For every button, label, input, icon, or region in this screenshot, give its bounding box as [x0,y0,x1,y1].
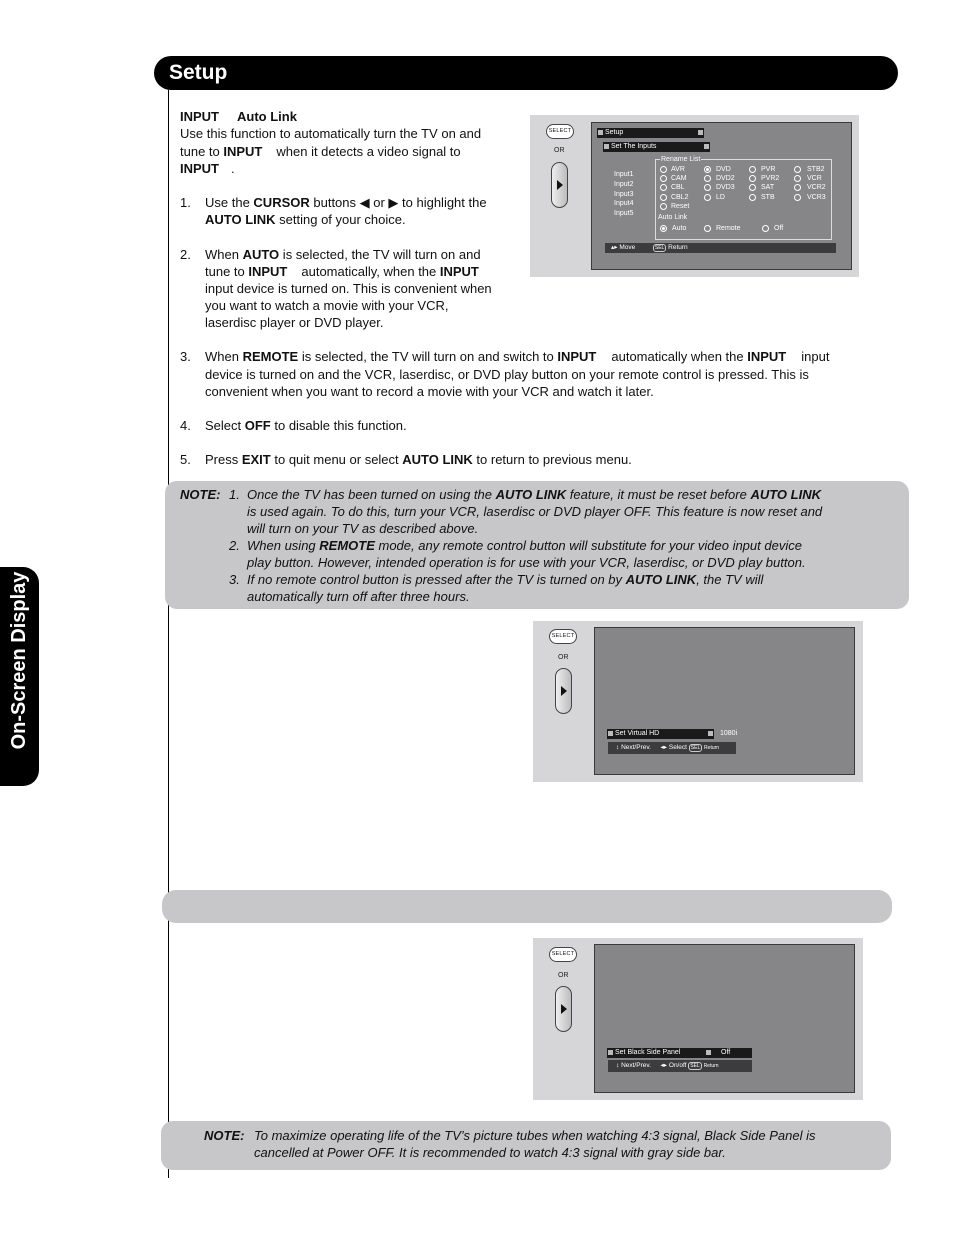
note1-line-7: automatically turn off after three hours. [247,589,470,604]
auto-link-option[interactable] [704,225,711,232]
option-label: VCR3 [807,194,826,201]
or-label: OR [554,147,565,154]
step1-line-1: Use the CURSOR buttons ◀ or ▶ to highlight the [205,195,487,210]
input-label: Input5 [614,210,634,217]
option-label: DVD3 [716,184,735,191]
right-arrow-icon [561,1004,567,1014]
section-header-bar [154,56,898,90]
black-side-panel-menu-bar[interactable] [607,1048,752,1058]
option-label: VCR2 [807,184,826,191]
hint-next-prev: Next/Prev. [621,1062,651,1069]
auto-link-label: Auto Link [658,214,688,221]
sel-key-icon: SEL [654,245,665,251]
option-label: STB [761,194,775,201]
virtual-hd-label: Set Virtual HD [615,730,660,737]
or-label: OR [558,972,569,979]
radio-option[interactable] [660,203,667,210]
input-label: Input3 [614,191,634,198]
hint-bar [608,742,736,754]
submenu-title-bar[interactable] [603,142,710,152]
left-right-icon: ◂▸ [660,744,668,751]
auto-link-heading: INPUT Auto Link [180,109,297,124]
auto-link-option-label: Off [774,225,784,232]
step2-line-4: you want to watch a movie with your VCR, [205,298,449,313]
auto-link-option-label: Auto [672,225,687,232]
radio-option[interactable] [660,166,667,173]
radio-option[interactable] [749,184,756,191]
hint-on-off: On/off [668,1062,687,1069]
step4-line: Select OFF to disable this function. [205,418,407,433]
section-bar [162,890,892,923]
option-label: SAT [761,184,775,191]
cursor-right-button[interactable] [551,162,568,208]
hint-return: Return [668,244,688,251]
side-tab-label: On-Screen Display [8,571,30,750]
right-arrow-icon [557,180,563,190]
menu-bullet-icon [604,144,609,149]
radio-option[interactable] [704,184,711,191]
radio-option[interactable] [660,175,667,182]
input-label: Input2 [614,181,634,188]
select-button[interactable]: SELECT [549,947,577,962]
step-number: 3. [180,349,191,364]
option-label: Reset [671,203,690,210]
note1-line-4: When using REMOTE mode, any remote control button will substitute for your video input device [247,538,802,553]
option-label: CBL [671,184,685,191]
margin-rule [168,90,169,1178]
option-label: PVR [761,166,776,173]
option-label: AVR [671,166,685,173]
hint-return: Return [703,1063,719,1069]
left-right-icon: ◂▸ [660,1062,668,1069]
step1-line-2: AUTO LINK setting of your choice. [205,212,406,227]
radio-option[interactable] [794,175,801,182]
input-label: Input1 [614,171,634,178]
option-label: CBL2 [671,194,689,201]
intro-line-1: Use this function to automatically turn the TV on and [180,126,482,141]
menu-end-icon [706,1050,711,1055]
note2-line-1: To maximize operating life of the TV’s picture tubes when watching 4:3 signal, Black Side Panel is [254,1128,816,1143]
radio-option[interactable] [704,175,711,182]
option-label: PVR2 [761,175,780,182]
menu-bullet-icon [598,130,603,135]
intro-line-3: INPUT . [180,161,235,176]
radio-option[interactable] [794,194,801,201]
sel-key-icon: SEL [690,1063,700,1069]
option-label: DVD2 [716,175,735,182]
note1-line-5: play button. However, intended operation is for use with your VCR, laserdisc, or DVD play button. [247,555,806,570]
up-down-icon: ↕ [616,744,620,751]
black-side-panel-value: Off [721,1049,731,1056]
note-label: NOTE: [204,1128,245,1143]
step-number: 4. [180,418,191,433]
virtual-hd-value: 1080i [720,730,738,737]
hint-bar [608,1060,752,1072]
cursor-right-button[interactable] [555,668,572,714]
auto-link-option-selected[interactable] [660,225,667,232]
menu-end-icon [698,130,703,135]
radio-option[interactable] [749,194,756,201]
step-number: 2. [180,247,191,262]
auto-link-option[interactable] [762,225,769,232]
radio-option[interactable] [704,194,711,201]
radio-option[interactable] [749,166,756,173]
step5-line: Press EXIT to quit menu or select AUTO LINK to return to previous menu. [205,452,632,467]
radio-option[interactable] [794,166,801,173]
option-label: DVD [716,166,731,173]
note-label: NOTE: [180,487,221,502]
or-label: OR [558,654,569,661]
option-label: LD [716,194,725,201]
section-title: Setup [169,61,228,84]
virtual-hd-menu-bar[interactable] [607,729,714,739]
note1-line-1: Once the TV has been turned on using the AUTO LINK feature, it must be reset before AUTO LINK [247,487,821,502]
right-arrow-icon [561,686,567,696]
step-number: 5. [180,452,191,467]
note2-line-2: cancelled at Power OFF. It is recommended to watch 4:3 signal with gray side bar. [254,1145,726,1160]
select-button[interactable]: SELECT [546,124,574,139]
menu-title: Setup [605,129,624,136]
note-item-number: 1. [229,487,240,502]
step3-line-2: device is turned on and the VCR, laserdisc, or DVD play button on your remote control is pressed. This is [205,367,809,382]
option-label: STB2 [807,166,825,173]
hint-select: Select [668,744,687,751]
submenu-title: Set The Inputs [611,143,657,150]
radio-option[interactable] [660,194,667,201]
hint-next-prev: Next/Prev. [621,744,651,751]
menu-end-icon [704,144,709,149]
step3-line-3: convenient when you want to record a movie with your VCR and watch it later. [205,384,654,399]
hint-move: Move [619,244,636,251]
cursor-right-button[interactable] [555,986,572,1032]
step2-line-1: When AUTO is selected, the TV will turn on and [205,247,481,262]
step-number: 1. [180,195,191,210]
option-label: CAM [671,175,687,182]
step2-line-3: input device is turned on. This is convenient when [205,281,492,296]
radio-option-selected[interactable] [704,166,711,173]
menu-title-bar[interactable] [597,128,704,138]
intro-line-2: tune to INPUT when it detects a video signal to [180,144,461,159]
note-item-number: 3. [229,572,240,587]
note-item-number: 2. [229,538,240,553]
radio-option[interactable] [660,184,667,191]
note1-line-2: is used again. To do this, turn your VCR, laserdisc or DVD player OFF. This feature is now reset and [247,504,823,519]
menu-bullet-icon [608,731,613,736]
radio-option[interactable] [794,184,801,191]
step2-line-2: tune to INPUT automatically, when the INPUT [205,264,479,279]
hint-return: Return [704,745,720,751]
step3-line-1: When REMOTE is selected, the TV will turn on and switch to INPUT automatically when the INPUT input [205,349,830,364]
move-arrows-icon: ▴▸ [611,244,618,251]
radio-option[interactable] [749,175,756,182]
menu-bullet-icon [608,1050,613,1055]
up-down-icon: ↕ [616,1062,620,1069]
rename-list-label: Rename List [661,156,701,163]
menu-end-icon [708,731,713,736]
input-label: Input4 [614,200,634,207]
sel-key-icon: SEL [690,745,701,751]
note1-line-6: If no remote control button is pressed after the TV is turned on by AUTO LINK, the TV will [247,572,764,587]
step2-line-5: laserdisc player or DVD player. [205,315,384,330]
note1-line-3: will turn on your TV as described above. [247,521,479,536]
black-side-panel-label: Set Black Side Panel [615,1049,681,1056]
hint-bar [605,243,836,253]
select-button[interactable]: SELECT [549,629,577,644]
auto-link-option-label: Remote [716,225,741,232]
option-label: VCR [807,175,822,182]
